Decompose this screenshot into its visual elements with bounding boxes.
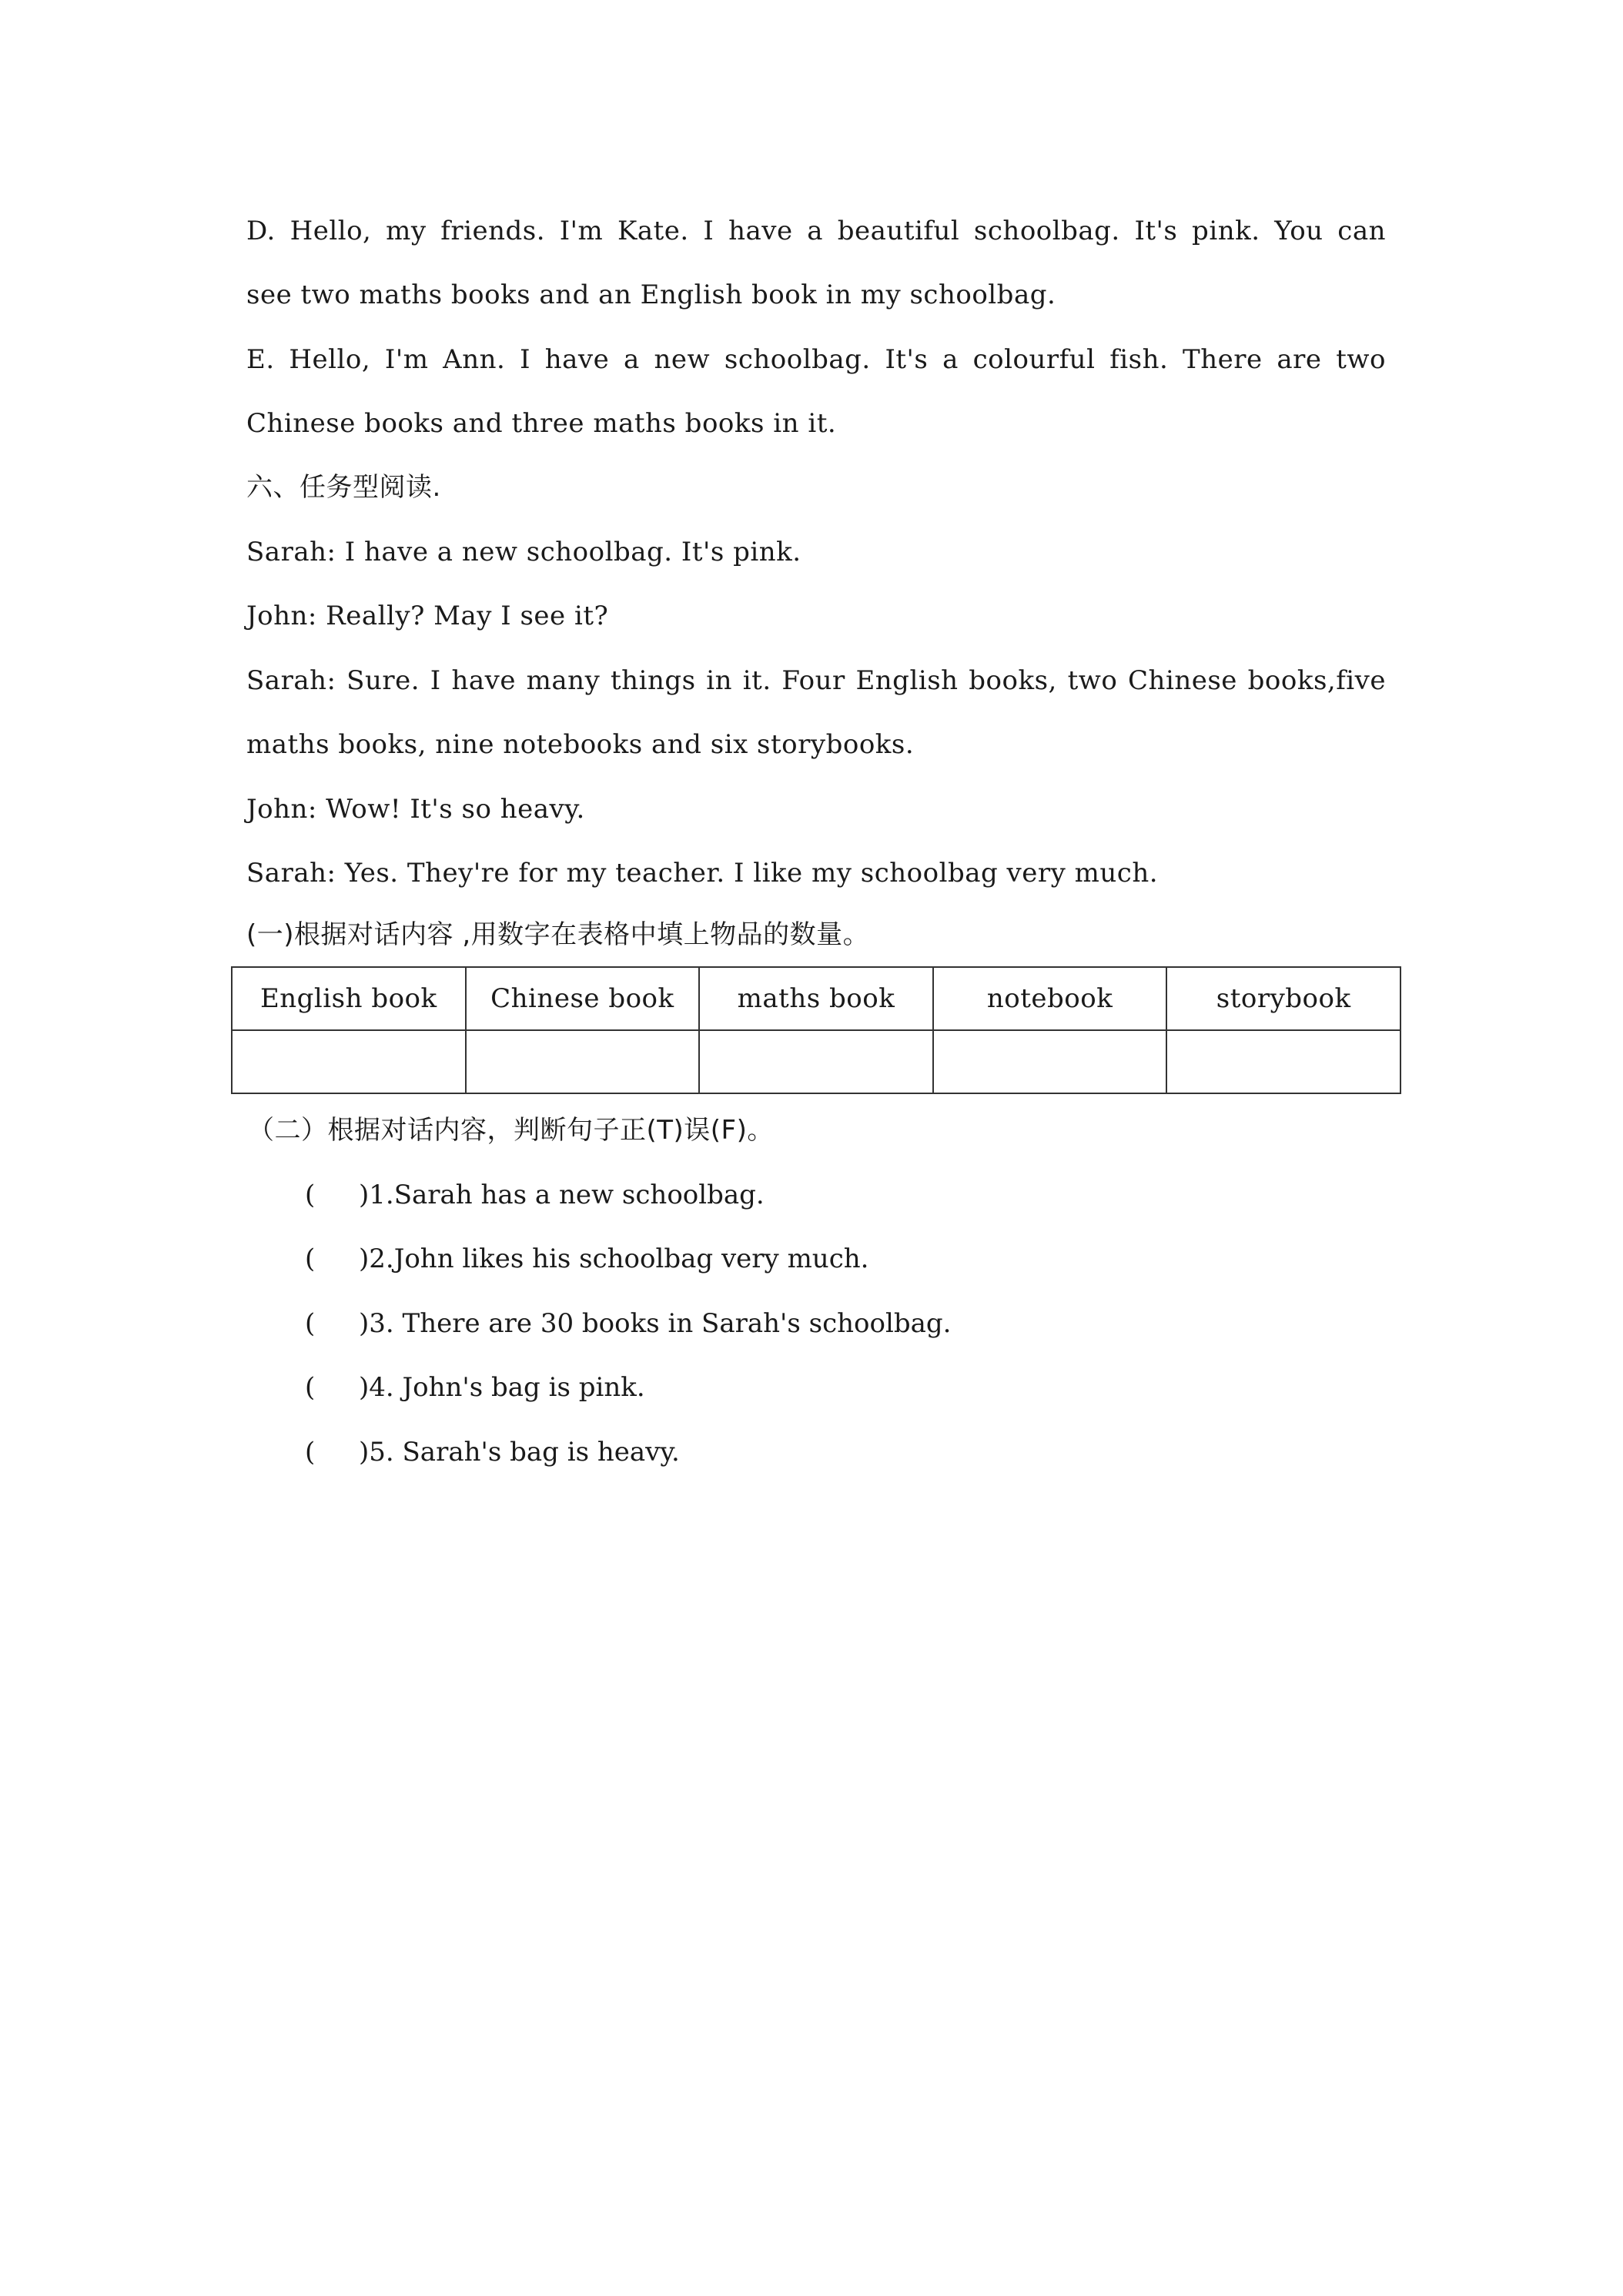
answer-cell-maths-book[interactable]: [699, 1030, 933, 1093]
answer-cell-notebook[interactable]: [933, 1030, 1167, 1093]
answer-blank[interactable]: (: [305, 1372, 316, 1403]
tf-statement-5: [305, 1435, 680, 1469]
statement-text: )5. Sarah's bag is heavy.: [359, 1437, 680, 1468]
answer-cell-english-book[interactable]: [232, 1030, 466, 1093]
table-header-cell: maths book: [699, 967, 933, 1030]
part-2-instruction: （二）根据对话内容，判断句子正(T)误(F)。: [248, 1115, 774, 1146]
passage-e-line-1: E. Hello, I'm Ann. I have a new schoolbag. It's a colourful fish. There are two: [246, 344, 1386, 375]
dialogue-line-6: Sarah: Yes. They're for my teacher. I like my schoolbag very much.: [246, 858, 1159, 889]
answer-blank[interactable]: (: [305, 1437, 316, 1468]
table-header-row: [232, 967, 1400, 1030]
item-count-table: [231, 966, 1401, 1094]
dialogue-line-2: John: Really? May I see it?: [246, 601, 609, 631]
passage-d-line-2: see two maths books and an English book in my schoolbag.: [246, 279, 1056, 310]
answer-blank[interactable]: (: [305, 1180, 316, 1210]
dialogue-line-5: John: Wow! It's so heavy.: [246, 794, 585, 825]
passage-d-line-1: D. Hello, my friends. I'm Kate. I have a beautiful schoolbag. It's pink. You can: [246, 216, 1386, 246]
statement-text: )3. There are 30 books in Sarah's schoolbag.: [359, 1308, 952, 1339]
table-header-cell: notebook: [933, 967, 1167, 1030]
answer-blank[interactable]: (: [305, 1243, 316, 1274]
answer-blank[interactable]: (: [305, 1308, 316, 1339]
tf-statement-3: [305, 1307, 951, 1340]
answer-cell-chinese-book[interactable]: [466, 1030, 700, 1093]
passage-e-line-2: Chinese books and three maths books in it.: [246, 408, 837, 439]
statement-text: )2.John likes his schoolbag very much.: [359, 1243, 869, 1274]
dialogue-line-3: Sarah: Sure. I have many things in it. Four English books, two Chinese books,five: [246, 665, 1386, 696]
dialogue-line-4: maths books, nine notebooks and six storybooks.: [246, 729, 915, 760]
tf-statement-1: [305, 1178, 765, 1212]
table-header-cell: storybook: [1166, 967, 1400, 1030]
part-1-instruction: (一)根据对话内容 ,用数字在表格中填上物品的数量。: [246, 919, 870, 950]
tf-statement-2: [305, 1242, 868, 1276]
table-header-cell: Chinese book: [466, 967, 700, 1030]
statement-text: )1.Sarah has a new schoolbag.: [359, 1180, 765, 1210]
section-6-heading: 六、任务型阅读.: [246, 472, 441, 503]
table-answer-row: [232, 1030, 1400, 1093]
table-header-cell: English book: [232, 967, 466, 1030]
dialogue-line-1: Sarah: I have a new schoolbag. It's pink.: [246, 537, 801, 567]
tf-statement-4: [305, 1371, 645, 1404]
statement-text: )4. John's bag is pink.: [359, 1372, 645, 1403]
answer-cell-storybook[interactable]: [1166, 1030, 1400, 1093]
